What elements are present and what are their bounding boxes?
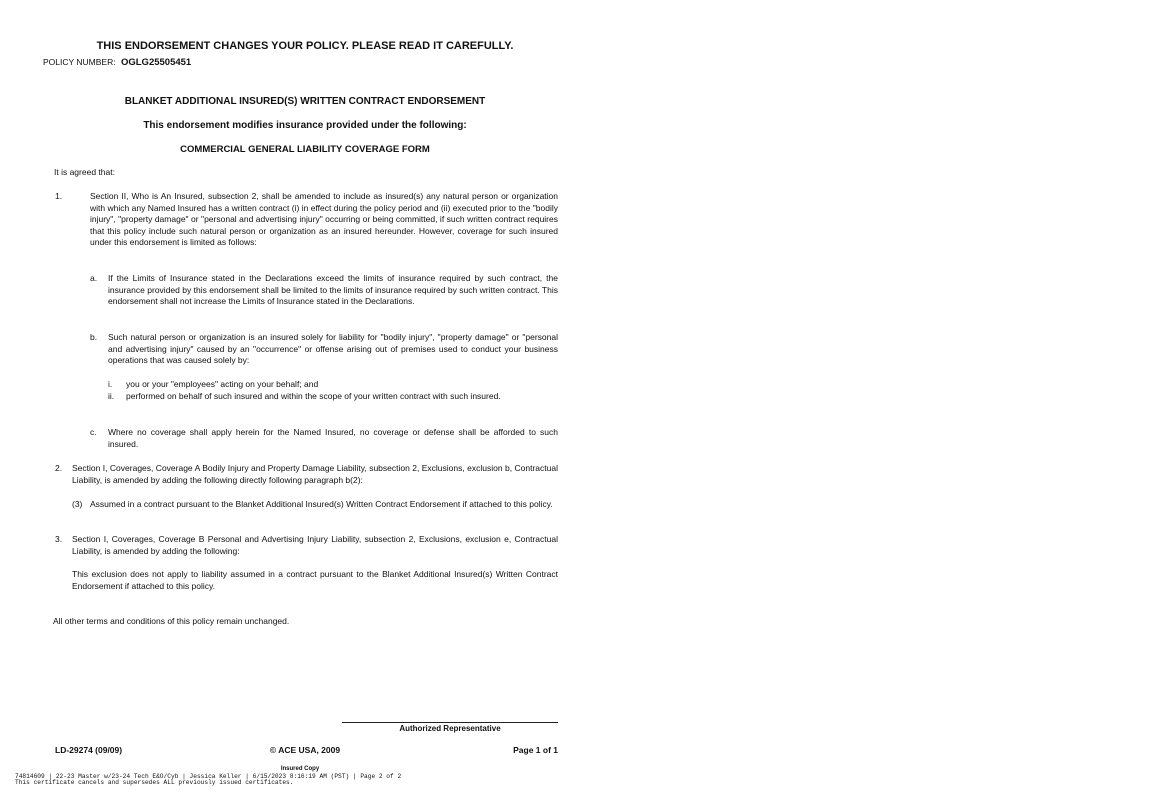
stamp-line-2: This certificate cancels and supersedes ALL previously issued certificates. — [15, 779, 294, 786]
policy-number: OGLG25505451 — [120, 57, 192, 68]
item-b-text: Such natural person or organization is an insured solely for liability for "bodily injury", "property damage" or "personal and advertising injury" caused by an "occurrence" or offense arising out of premises used to conduct your business operations that was caused solely by: — [108, 332, 558, 366]
section-1-text: Section II, Who is An Insured, subsection 2, shall be amended to include as insured(s) any natural person or organization with which any Named Insured has a written contract (i) in effect during the policy period and (ii) executed prior to the "bodily injury", "property damage" or "personal and advertising injury" occurring or being committed, if such written contract requires that this policy include such natural person or organization as an insured hereunder. However, coverage for such insured under this endorsement is limited as follows: — [90, 191, 558, 248]
item-b-number: b. — [90, 332, 98, 342]
section-3-quote: This exclusion does not apply to liability assumed in a contract pursuant to the Blanket Additional Insured(s) Written Contract Endorsement if attached to this policy. — [72, 569, 558, 591]
item-ii-number: ii. — [108, 391, 115, 401]
signature-label: Authorized Representative — [399, 724, 501, 733]
item-a-number: a. — [90, 273, 98, 283]
copyright: © ACE USA, 2009 — [269, 745, 341, 755]
stamp-line-1: 74814609 | 22-23 Master w/23-24 Tech E&O/Cyb | Jessica Keller | 6/15/2023 8:16:19 AM (PST) | Page 2 of 2 — [15, 773, 402, 780]
item-c-number: c. — [90, 427, 97, 437]
intro-text: It is agreed that: — [54, 167, 115, 177]
closing-text: All other terms and conditions of this policy remain unchanged. — [53, 616, 290, 626]
insured-copy-label: Insured Copy — [280, 766, 320, 772]
section-2-3-number: (3) — [72, 499, 83, 509]
section-3-number: 3. — [55, 534, 63, 544]
item-i-number: i. — [108, 379, 113, 389]
policy-number-label: POLICY NUMBER: — [43, 57, 116, 67]
item-c-text: Where no coverage shall apply herein for the Named Insured, no coverage or defense shall be afforded to such insured. — [108, 427, 558, 449]
item-i-text: you or your "employees" acting on your behalf; and — [126, 379, 319, 389]
section-2-text: Section I, Coverages, Coverage A Bodily Injury and Property Damage Liability, subsection 2, Exclusions, exclusion b, Contractual Liability, is amended by adding the following directly following paragraph b(2): — [72, 463, 558, 485]
page-number: Page 1 of 1 — [513, 745, 558, 755]
item-ii-text: performed on behalf of such insured and within the scope of your written contract with such insured. — [126, 391, 501, 401]
section-2-number: 2. — [55, 463, 63, 473]
section-3-text: Section I, Coverages, Coverage B Personal and Advertising Injury Liability, subsection 2, Exclusions, exclusion e, Contractual Liability, is amended by adding the following: — [72, 534, 558, 556]
endorsement-notice: THIS ENDORSEMENT CHANGES YOUR POLICY. PLEASE READ IT CAREFULLY. — [96, 40, 514, 52]
signature-line — [342, 722, 558, 723]
endorsement-title: BLANKET ADDITIONAL INSURED(S) WRITTEN CONTRACT ENDORSEMENT — [124, 96, 486, 107]
section-1-number: 1. — [55, 191, 63, 201]
policy-number-row — [43, 57, 191, 68]
item-a-text: If the Limits of Insurance stated in the Declarations exceed the limits of insurance required by such contract, the insurance provided by this endorsement shall be limited to the limits of insurance required by such written contract. This endorsement shall not increase the Limits of Insurance stated in the Declarations. — [108, 273, 558, 307]
modifies-line: This endorsement modifies insurance provided under the following: — [143, 120, 467, 131]
form-id: LD-29274 (09/09) — [55, 745, 123, 755]
section-2-3-text: Assumed in a contract pursuant to the Blanket Additional Insured(s) Written Contract Endorsement if attached to this policy. — [90, 499, 553, 509]
coverage-form-title: COMMERCIAL GENERAL LIABILITY COVERAGE FORM — [180, 144, 430, 155]
